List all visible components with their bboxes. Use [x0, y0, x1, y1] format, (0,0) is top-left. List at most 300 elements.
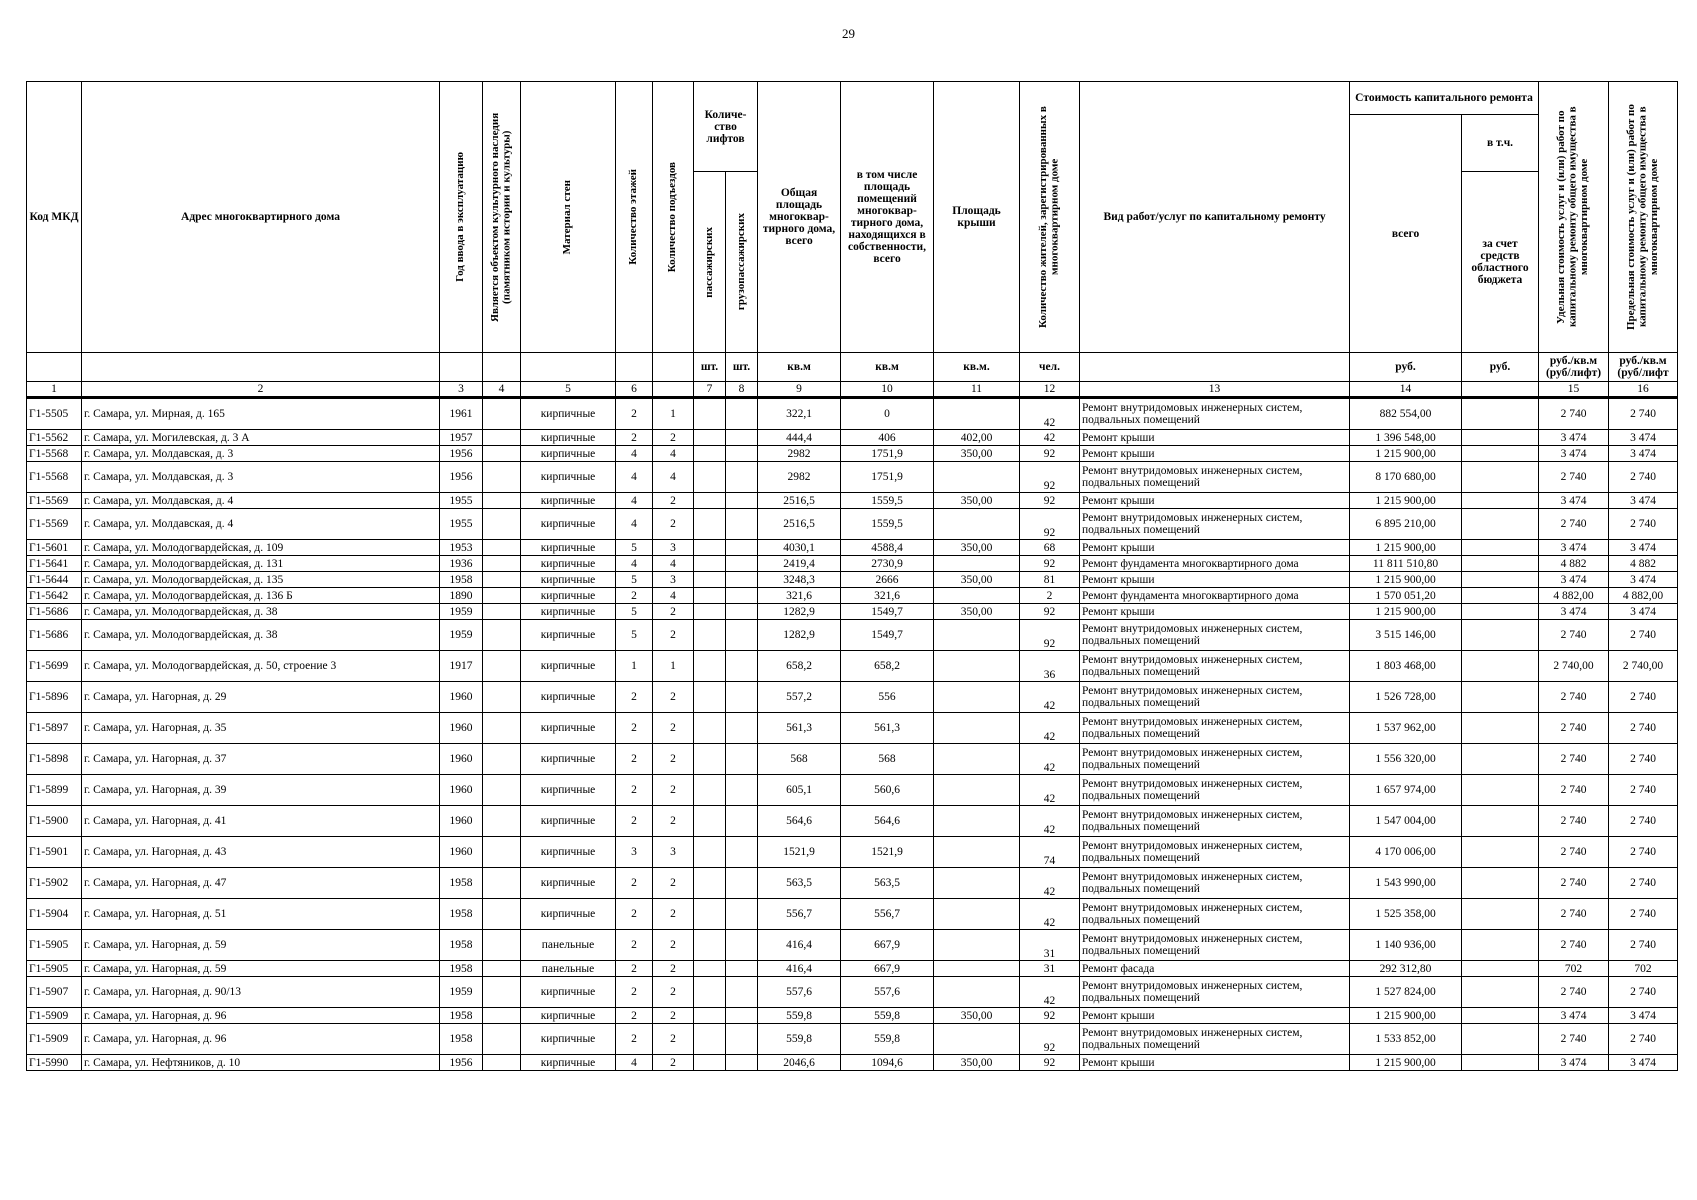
total-area-cell: 559,8 — [758, 1008, 841, 1024]
code-cell: Г1-5568 — [27, 446, 82, 462]
residents-cell: 68 — [1020, 540, 1080, 556]
table-row — [27, 1055, 1678, 1071]
owned-area-cell: 4588,4 — [841, 540, 934, 556]
owned-area-cell: 658,2 — [841, 651, 934, 682]
address-cell: г. Самара, ул. Нагорная, д. 51 — [82, 899, 440, 930]
table-row — [27, 837, 1678, 868]
residents-cell: 74 — [1020, 837, 1080, 868]
passenger-cell — [694, 509, 726, 540]
entrances-cell: 2 — [653, 682, 694, 713]
cargo-cell — [726, 682, 758, 713]
passenger-cell — [694, 493, 726, 509]
cost-cell: 6 895 210,00 — [1350, 509, 1462, 540]
floors-cell: 2 — [616, 977, 653, 1008]
year-cell: 1958 — [440, 930, 483, 961]
total-area-cell: 1521,9 — [758, 837, 841, 868]
floors-cell: 5 — [616, 620, 653, 651]
header-unit-cost: Удельная стоимость услуг и (или) работ по капитальному ремонту общего имущества в многоквартирном доме — [1539, 82, 1609, 353]
residents-cell: 92 — [1020, 509, 1080, 540]
work-cell: Ремонт внутридомовых инженерных систем, подвальных помещений — [1080, 868, 1350, 899]
residents-cell: 42 — [1020, 430, 1080, 446]
cargo-cell — [726, 540, 758, 556]
column-number: 10 — [841, 382, 934, 398]
address-cell: г. Самара, ул. Молодогвардейская, д. 50, строение 3 — [82, 651, 440, 682]
passenger-cell — [694, 806, 726, 837]
roof-area-cell — [934, 1024, 1020, 1055]
total-area-cell: 658,2 — [758, 651, 841, 682]
entrances-cell: 2 — [653, 1008, 694, 1024]
cargo-cell — [726, 572, 758, 588]
cost-cell: 8 170 680,00 — [1350, 462, 1462, 493]
total-area-cell: 557,2 — [758, 682, 841, 713]
year-cell: 1960 — [440, 744, 483, 775]
total-area-cell: 3248,3 — [758, 572, 841, 588]
passenger-cell — [694, 899, 726, 930]
address-cell: г. Самара, ул. Мирная, д. 165 — [82, 398, 440, 430]
year-cell: 1958 — [440, 1008, 483, 1024]
heritage-cell — [483, 620, 521, 651]
header-material: Материал стен — [521, 82, 616, 353]
heritage-cell — [483, 446, 521, 462]
work-cell: Ремонт внутридомовых инженерных систем, подвальных помещений — [1080, 462, 1350, 493]
floors-cell: 2 — [616, 398, 653, 430]
regional-cell — [1462, 462, 1539, 493]
unit-cost-cell: 2 740 — [1539, 462, 1609, 493]
regional-cell — [1462, 604, 1539, 620]
heritage-cell — [483, 713, 521, 744]
passenger-cell — [694, 977, 726, 1008]
owned-area-cell: 1094,6 — [841, 1055, 934, 1071]
address-cell: г. Самара, ул. Нагорная, д. 59 — [82, 930, 440, 961]
code-cell: Г1-5686 — [27, 620, 82, 651]
roof-area-cell: 350,00 — [934, 1008, 1020, 1024]
address-cell: г. Самара, ул. Молдавская, д. 4 — [82, 493, 440, 509]
owned-area-cell: 561,3 — [841, 713, 934, 744]
residents-cell: 42 — [1020, 806, 1080, 837]
entrances-cell: 4 — [653, 556, 694, 572]
header-work: Вид работ/услуг по капитальному ремонту — [1080, 82, 1350, 353]
cost-cell: 4 170 006,00 — [1350, 837, 1462, 868]
total-area-cell: 559,8 — [758, 1024, 841, 1055]
code-cell: Г1-5568 — [27, 462, 82, 493]
floors-cell: 2 — [616, 682, 653, 713]
passenger-cell — [694, 446, 726, 462]
heritage-cell — [483, 868, 521, 899]
header-cost-total: всего — [1350, 115, 1462, 353]
work-cell: Ремонт внутридомовых инженерных систем, подвальных помещений — [1080, 899, 1350, 930]
material-cell: кирпичные — [521, 651, 616, 682]
table-body — [27, 398, 1678, 1071]
regional-cell — [1462, 651, 1539, 682]
regional-cell — [1462, 430, 1539, 446]
work-cell: Ремонт внутридомовых инженерных систем, подвальных помещений — [1080, 775, 1350, 806]
total-area-cell: 2046,6 — [758, 1055, 841, 1071]
cargo-cell — [726, 744, 758, 775]
cargo-cell — [726, 493, 758, 509]
year-cell: 1958 — [440, 868, 483, 899]
header-entrances: Количество подъездов — [653, 82, 694, 353]
owned-area-cell: 667,9 — [841, 961, 934, 977]
unit-cost-cell: 2 740,00 — [1539, 651, 1609, 682]
total-area-cell: 2982 — [758, 446, 841, 462]
capital-repair-table — [26, 81, 1678, 1071]
work-cell: Ремонт крыши — [1080, 1008, 1350, 1024]
floors-cell: 4 — [616, 446, 653, 462]
cost-cell: 1 526 728,00 — [1350, 682, 1462, 713]
table-row — [27, 806, 1678, 837]
column-number: 14 — [1350, 382, 1462, 398]
total-area-cell: 321,6 — [758, 588, 841, 604]
work-cell: Ремонт крыши — [1080, 1055, 1350, 1071]
entrances-cell: 2 — [653, 930, 694, 961]
floors-cell: 4 — [616, 462, 653, 493]
roof-area-cell: 350,00 — [934, 604, 1020, 620]
limit-cost-cell: 3 474 — [1609, 604, 1678, 620]
work-cell: Ремонт фундамента многоквартирного дома — [1080, 556, 1350, 572]
work-cell: Ремонт внутридомовых инженерных систем, подвальных помещений — [1080, 1024, 1350, 1055]
cost-cell: 1 803 468,00 — [1350, 651, 1462, 682]
year-cell: 1960 — [440, 682, 483, 713]
total-area-cell: 1282,9 — [758, 620, 841, 651]
cargo-cell — [726, 1055, 758, 1071]
heritage-cell — [483, 398, 521, 430]
year-cell: 1958 — [440, 572, 483, 588]
limit-cost-cell: 2 740 — [1609, 713, 1678, 744]
material-cell: кирпичные — [521, 620, 616, 651]
material-cell: кирпичные — [521, 509, 616, 540]
code-cell: Г1-5905 — [27, 930, 82, 961]
year-cell: 1956 — [440, 462, 483, 493]
regional-cell — [1462, 930, 1539, 961]
limit-cost-cell: 3 474 — [1609, 540, 1678, 556]
residents-cell: 42 — [1020, 744, 1080, 775]
unit-cost-cell: 3 474 — [1539, 493, 1609, 509]
unit-cost-total: руб. — [1350, 353, 1462, 382]
total-area-cell: 2419,4 — [758, 556, 841, 572]
work-cell: Ремонт крыши — [1080, 604, 1350, 620]
passenger-cell — [694, 1055, 726, 1071]
material-cell: кирпичные — [521, 462, 616, 493]
regional-cell — [1462, 572, 1539, 588]
entrances-cell: 2 — [653, 620, 694, 651]
table-row — [27, 604, 1678, 620]
residents-cell: 31 — [1020, 961, 1080, 977]
entrances-cell: 2 — [653, 509, 694, 540]
roof-area-cell: 350,00 — [934, 493, 1020, 509]
roof-area-cell — [934, 556, 1020, 572]
owned-area-cell: 568 — [841, 744, 934, 775]
heritage-cell — [483, 509, 521, 540]
table-row — [27, 556, 1678, 572]
regional-cell — [1462, 446, 1539, 462]
work-cell: Ремонт внутридомовых инженерных систем, подвальных помещений — [1080, 398, 1350, 430]
floors-cell: 2 — [616, 713, 653, 744]
owned-area-cell: 2666 — [841, 572, 934, 588]
unit-cost-cell: 2 740 — [1539, 682, 1609, 713]
regional-cell — [1462, 682, 1539, 713]
passenger-cell — [694, 837, 726, 868]
passenger-cell — [694, 868, 726, 899]
column-number: 11 — [934, 382, 1020, 398]
limit-cost-cell: 2 740 — [1609, 462, 1678, 493]
address-cell: г. Самара, ул. Молдавская, д. 4 — [82, 509, 440, 540]
heritage-cell — [483, 682, 521, 713]
owned-area-cell: 406 — [841, 430, 934, 446]
residents-cell: 81 — [1020, 572, 1080, 588]
roof-area-cell — [934, 868, 1020, 899]
entrances-cell: 2 — [653, 713, 694, 744]
regional-cell — [1462, 1008, 1539, 1024]
address-cell: г. Самара, ул. Нагорная, д. 96 — [82, 1024, 440, 1055]
total-area-cell: 2516,5 — [758, 493, 841, 509]
passenger-cell — [694, 961, 726, 977]
regional-cell — [1462, 493, 1539, 509]
limit-cost-cell: 4 882 — [1609, 556, 1678, 572]
year-cell: 1956 — [440, 1055, 483, 1071]
limit-cost-cell: 2 740 — [1609, 899, 1678, 930]
work-cell: Ремонт фасада — [1080, 961, 1350, 977]
regional-cell — [1462, 868, 1539, 899]
owned-area-cell: 557,6 — [841, 977, 934, 1008]
floors-cell: 2 — [616, 744, 653, 775]
work-cell: Ремонт крыши — [1080, 493, 1350, 509]
unit-cost-cell: 2 740 — [1539, 977, 1609, 1008]
floors-cell: 4 — [616, 509, 653, 540]
year-cell: 1959 — [440, 977, 483, 1008]
owned-area-cell: 559,8 — [841, 1008, 934, 1024]
table-row — [27, 446, 1678, 462]
unit-cost-cell: 3 474 — [1539, 430, 1609, 446]
entrances-cell: 2 — [653, 1055, 694, 1071]
entrances-cell: 2 — [653, 806, 694, 837]
table-row — [27, 540, 1678, 556]
year-cell: 1958 — [440, 961, 483, 977]
cargo-cell — [726, 775, 758, 806]
cargo-cell — [726, 713, 758, 744]
limit-cost-cell: 2 740 — [1609, 930, 1678, 961]
floors-cell: 5 — [616, 604, 653, 620]
code-cell: Г1-5601 — [27, 540, 82, 556]
limit-cost-cell: 3 474 — [1609, 430, 1678, 446]
cost-cell: 1 570 051,20 — [1350, 588, 1462, 604]
header-heritage: Является объектом культурного наследия (памятником истории и культуры) — [483, 82, 521, 353]
regional-cell — [1462, 713, 1539, 744]
unit-cost-cell: 2 740 — [1539, 398, 1609, 430]
column-number: 3 — [440, 382, 483, 398]
unit-regional: руб. — [1462, 353, 1539, 382]
code-cell: Г1-5699 — [27, 651, 82, 682]
header-elevators: Количе-ство лифтов — [694, 82, 758, 172]
material-cell: кирпичные — [521, 398, 616, 430]
limit-cost-cell: 4 882,00 — [1609, 588, 1678, 604]
material-cell: кирпичные — [521, 604, 616, 620]
address-cell: г. Самара, ул. Молодогвардейская, д. 136 Б — [82, 588, 440, 604]
material-cell: кирпичные — [521, 1008, 616, 1024]
unit-unit-cost: руб./кв.м (руб/лифт) — [1539, 353, 1609, 382]
column-number: 12 — [1020, 382, 1080, 398]
work-cell: Ремонт внутридомовых инженерных систем, подвальных помещений — [1080, 651, 1350, 682]
cost-cell: 1 525 358,00 — [1350, 899, 1462, 930]
table-row — [27, 744, 1678, 775]
total-area-cell: 556,7 — [758, 899, 841, 930]
material-cell: кирпичные — [521, 1024, 616, 1055]
code-cell: Г1-5900 — [27, 806, 82, 837]
year-cell: 1959 — [440, 604, 483, 620]
column-number-row — [27, 382, 1678, 398]
roof-area-cell — [934, 588, 1020, 604]
heritage-cell — [483, 961, 521, 977]
material-cell: кирпичные — [521, 899, 616, 930]
unit-cost-cell: 3 474 — [1539, 1055, 1609, 1071]
residents-cell: 92 — [1020, 446, 1080, 462]
year-cell: 1960 — [440, 775, 483, 806]
unit-passenger: шт. — [694, 353, 726, 382]
cost-cell: 1 215 900,00 — [1350, 446, 1462, 462]
regional-cell — [1462, 1055, 1539, 1071]
entrances-cell: 2 — [653, 744, 694, 775]
unit-total-area: кв.м — [758, 353, 841, 382]
owned-area-cell: 563,5 — [841, 868, 934, 899]
table-row — [27, 430, 1678, 446]
column-number: 8 — [726, 382, 758, 398]
address-cell: г. Самара, ул. Нагорная, д. 90/13 — [82, 977, 440, 1008]
header-address: Адрес многоквартирного дома — [82, 82, 440, 353]
passenger-cell — [694, 430, 726, 446]
table-row — [27, 1024, 1678, 1055]
roof-area-cell: 350,00 — [934, 1055, 1020, 1071]
roof-area-cell — [934, 806, 1020, 837]
material-cell: кирпичные — [521, 682, 616, 713]
residents-cell: 92 — [1020, 556, 1080, 572]
code-cell: Г1-5899 — [27, 775, 82, 806]
work-cell: Ремонт внутридомовых инженерных систем, подвальных помещений — [1080, 930, 1350, 961]
year-cell: 1917 — [440, 651, 483, 682]
regional-cell — [1462, 620, 1539, 651]
regional-cell — [1462, 588, 1539, 604]
year-cell: 1957 — [440, 430, 483, 446]
code-cell: Г1-5896 — [27, 682, 82, 713]
cost-cell: 1 215 900,00 — [1350, 540, 1462, 556]
table-row — [27, 977, 1678, 1008]
total-area-cell: 557,6 — [758, 977, 841, 1008]
residents-cell: 42 — [1020, 899, 1080, 930]
limit-cost-cell: 2 740 — [1609, 868, 1678, 899]
code-cell: Г1-5897 — [27, 713, 82, 744]
work-cell: Ремонт внутридомовых инженерных систем, подвальных помещений — [1080, 806, 1350, 837]
header-incl: в т.ч. — [1462, 115, 1539, 172]
material-cell: кирпичные — [521, 775, 616, 806]
table-row — [27, 572, 1678, 588]
owned-area-cell: 1751,9 — [841, 462, 934, 493]
address-cell: г. Самара, ул. Молодогвардейская, д. 38 — [82, 620, 440, 651]
table-row — [27, 961, 1678, 977]
table-row — [27, 509, 1678, 540]
code-cell: Г1-5904 — [27, 899, 82, 930]
passenger-cell — [694, 744, 726, 775]
year-cell: 1955 — [440, 509, 483, 540]
header-regional: за счет средств областного бюджета — [1462, 172, 1539, 353]
entrances-cell: 4 — [653, 446, 694, 462]
limit-cost-cell: 2 740 — [1609, 620, 1678, 651]
passenger-cell — [694, 651, 726, 682]
roof-area-cell: 350,00 — [934, 572, 1020, 588]
entrances-cell: 2 — [653, 430, 694, 446]
heritage-cell — [483, 1055, 521, 1071]
column-number: 16 — [1609, 382, 1678, 398]
unit-cost-cell: 2 740 — [1539, 509, 1609, 540]
cargo-cell — [726, 556, 758, 572]
address-cell: г. Самара, ул. Нагорная, д. 37 — [82, 744, 440, 775]
year-cell: 1936 — [440, 556, 483, 572]
year-cell: 1953 — [440, 540, 483, 556]
material-cell: кирпичные — [521, 588, 616, 604]
roof-area-cell — [934, 977, 1020, 1008]
work-cell: Ремонт внутридомовых инженерных систем, подвальных помещений — [1080, 837, 1350, 868]
total-area-cell: 2982 — [758, 462, 841, 493]
header-passenger: пассажирских — [694, 172, 726, 353]
address-cell: г. Самара, ул. Молдавская, д. 3 — [82, 462, 440, 493]
column-number: 2 — [82, 382, 440, 398]
owned-area-cell: 556,7 — [841, 899, 934, 930]
floors-cell: 2 — [616, 430, 653, 446]
passenger-cell — [694, 588, 726, 604]
address-cell: г. Самара, ул. Нагорная, д. 41 — [82, 806, 440, 837]
heritage-cell — [483, 977, 521, 1008]
table-row — [27, 651, 1678, 682]
floors-cell: 3 — [616, 837, 653, 868]
code-cell: Г1-5902 — [27, 868, 82, 899]
address-cell: г. Самара, ул. Нагорная, д. 59 — [82, 961, 440, 977]
roof-area-cell — [934, 837, 1020, 868]
cargo-cell — [726, 868, 758, 899]
heritage-cell — [483, 744, 521, 775]
address-cell: г. Самара, ул. Молодогвардейская, д. 109 — [82, 540, 440, 556]
table-row — [27, 775, 1678, 806]
material-cell: кирпичные — [521, 572, 616, 588]
page-number: 29 — [842, 26, 855, 41]
roof-area-cell — [934, 682, 1020, 713]
regional-cell — [1462, 744, 1539, 775]
code-cell: Г1-5686 — [27, 604, 82, 620]
entrances-cell: 1 — [653, 651, 694, 682]
heritage-cell — [483, 572, 521, 588]
code-cell: Г1-5907 — [27, 977, 82, 1008]
unit-cost-cell: 2 740 — [1539, 837, 1609, 868]
table-row — [27, 868, 1678, 899]
limit-cost-cell: 3 474 — [1609, 446, 1678, 462]
residents-cell: 36 — [1020, 651, 1080, 682]
code-cell: Г1-5642 — [27, 588, 82, 604]
material-cell: кирпичные — [521, 977, 616, 1008]
work-cell: Ремонт внутридомовых инженерных систем, подвальных помещений — [1080, 977, 1350, 1008]
cost-cell: 1 556 320,00 — [1350, 744, 1462, 775]
total-area-cell: 416,4 — [758, 961, 841, 977]
owned-area-cell: 667,9 — [841, 930, 934, 961]
residents-cell: 42 — [1020, 713, 1080, 744]
owned-area-cell: 560,6 — [841, 775, 934, 806]
entrances-cell: 2 — [653, 868, 694, 899]
entrances-cell: 2 — [653, 493, 694, 509]
cost-cell: 882 554,00 — [1350, 398, 1462, 430]
cost-cell: 1 140 936,00 — [1350, 930, 1462, 961]
limit-cost-cell: 2 740 — [1609, 977, 1678, 1008]
total-area-cell: 322,1 — [758, 398, 841, 430]
floors-cell: 2 — [616, 588, 653, 604]
total-area-cell: 561,3 — [758, 713, 841, 744]
header-cost: Стоимость капитального ремонта — [1350, 82, 1539, 115]
year-cell: 1960 — [440, 806, 483, 837]
unit-cost-cell: 3 474 — [1539, 446, 1609, 462]
